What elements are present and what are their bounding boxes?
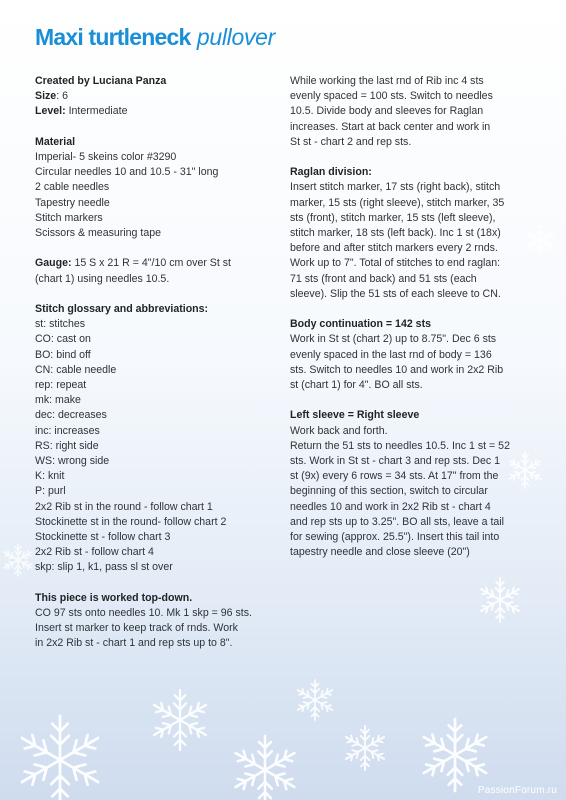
gauge-text: 15 S x 21 R = 4"/10 cm over St st <box>71 257 232 270</box>
author-credit: Created by Luciana Panza <box>35 75 167 87</box>
list-item: dec: decreases <box>35 409 107 422</box>
paragraph-line: Work up to 7". Total of stitches to end raglan: <box>290 257 501 270</box>
gauge-row <box>35 256 280 271</box>
paragraph-line: sts (front), stitch marker, 15 sts (left sleeve), <box>290 211 496 224</box>
snowflake-icon <box>296 680 335 720</box>
paragraph-line: While working the last rnd of Rib inc 4 sts <box>290 75 484 87</box>
paragraph-line: tapestry needle and close sleeve (20") <box>290 546 470 559</box>
level-label: Level: <box>35 105 66 118</box>
paragraph-line: marker, 15 sts (right sleeve), stitch marker, 35 <box>290 196 505 209</box>
snowflake-icon <box>479 578 522 622</box>
level-value: Intermediate <box>65 105 128 118</box>
list-item: CO: cast on <box>35 333 91 346</box>
paragraph-line: St st - chart 2 and rep sts. <box>290 135 412 148</box>
list-item: CN: cable needle <box>35 363 117 376</box>
snowflake-icon <box>406 46 433 74</box>
list-item: Stockinette st in the round- follow chart 2 <box>35 515 227 528</box>
paragraph-line: sleeve). Slip the 51 sts of each sleeve to CN. <box>290 287 501 300</box>
gauge-text: (chart 1) using needles 10.5. <box>35 272 170 285</box>
list-item: Stockinette st - follow chart 3 <box>35 531 171 544</box>
snowflake-icon <box>151 690 209 750</box>
list-item: inc: increases <box>35 424 100 437</box>
paragraph-line: beginning of this section, switch to circular <box>290 485 488 498</box>
snowflake-icon <box>3 544 34 576</box>
paragraph-line: needles 10 and work in 2x2 Rib st - chart 4 <box>290 500 491 513</box>
paragraph-line: Work in St st (chart 2) up to 8.75". Dec 6 sts <box>290 333 497 346</box>
level-row <box>35 104 280 119</box>
list-item: mk: make <box>35 394 81 407</box>
paragraph-line: evenly spaced = 100 sts. Switch to needles <box>290 90 493 103</box>
snowflake-icon <box>477 0 547 58</box>
material-heading: Material <box>35 135 76 148</box>
page-title <box>35 22 275 52</box>
list-item: Tapestry needle <box>35 196 110 209</box>
paragraph-line: in 2x2 Rib st - chart 1 and rep sts up to 8". <box>35 637 233 650</box>
raglan-heading: Raglan division: <box>290 166 372 179</box>
paragraph-line: increases. Start at back center and work in <box>290 120 491 133</box>
sleeve-heading: Left sleeve = Right sleeve <box>290 409 420 422</box>
list-item: skp: slip 1, k1, pass sl st over <box>35 561 173 574</box>
paragraph-line: st (chart 1) for 4". BO all sts. <box>290 379 423 392</box>
paragraph-line: sts. Switch to needles 10 and work in 2x2 Rib <box>290 363 504 376</box>
list-item: Circular needles 10 and 10.5 - 31" long <box>35 166 219 179</box>
paragraph-line: Insert st marker to keep track of rnds. Work <box>35 622 238 635</box>
list-item: Scissors & measuring tape <box>35 227 162 240</box>
list-item: 2x2 Rib st - follow chart 4 <box>35 546 154 559</box>
list-item: 2 cable needles <box>35 181 110 194</box>
glossary-heading: Stitch glossary and abbreviations: <box>35 303 209 315</box>
list-item: P: purl <box>35 485 66 498</box>
paragraph-line: stitch marker, 18 sts (left back). Inc 1 st (18x) <box>290 227 501 240</box>
size-value: : 6 <box>56 90 68 103</box>
paragraph-line: evenly spaced in the last rnd of body = 136 <box>290 348 492 361</box>
glossary-list <box>35 317 280 575</box>
list-item: BO: bind off <box>35 348 91 361</box>
list-item: Imperial- 5 skeins color #3290 <box>35 151 177 163</box>
list-item: st: stitches <box>35 318 86 331</box>
paragraph-line: st (9x) every 6 rows = 34 sts. At 17" from the <box>290 470 499 483</box>
snowflake-icon <box>420 719 490 791</box>
size-label: Size <box>35 90 57 103</box>
paragraph-line: CO 97 sts onto needles 10. Mk 1 skp = 96 sts. <box>35 607 252 620</box>
paragraph-line: and rep sts up to 3.25". BO all sts, leave a tail <box>290 515 504 528</box>
right-column <box>290 74 535 560</box>
paragraph-line: before and after stitch markers every 2 rnds. <box>290 242 498 255</box>
list-item: K: knit <box>35 470 65 483</box>
list-item: 2x2 Rib st in the round - follow chart 1 <box>35 500 213 513</box>
paragraph-line: sts. Work in St st - chart 3 and rep sts. Dec 1 <box>290 455 500 468</box>
list-item: Stitch markers <box>35 211 103 224</box>
size-row <box>35 89 280 104</box>
snowflake-icon <box>17 716 102 800</box>
paragraph-line: 71 sts (front and back) and 51 sts (each <box>290 272 477 285</box>
watermark: PassionForum.ru <box>477 785 557 796</box>
paragraph-line: Insert stitch marker, 17 sts (right back), stitch <box>290 181 501 194</box>
paragraph-line: Work back and forth. <box>290 424 388 437</box>
title-sub: pullover <box>196 24 275 50</box>
list-item: rep: repeat <box>35 379 87 392</box>
snowflake-icon <box>344 726 387 770</box>
title-main: Maxi turtleneck <box>35 24 191 50</box>
paragraph-line: for sewing (approx. 25.5"). Insert this tail into <box>290 531 500 544</box>
gauge-label: Gauge: <box>35 257 72 270</box>
snowflake-icon <box>232 736 298 800</box>
left-column <box>35 74 280 652</box>
list-item: WS: wrong side <box>35 455 110 468</box>
paragraph-line: Return the 51 sts to needles 10.5. Inc 1 st = 52 <box>290 439 510 452</box>
body-heading: Body continuation = 142 sts <box>290 318 431 331</box>
paragraph-line: 10.5. Divide body and sleeves for Raglan <box>290 105 484 118</box>
list-item: RS: right side <box>35 439 99 452</box>
material-list <box>35 150 280 241</box>
topdown-heading: This piece is worked top-down. <box>35 591 193 604</box>
